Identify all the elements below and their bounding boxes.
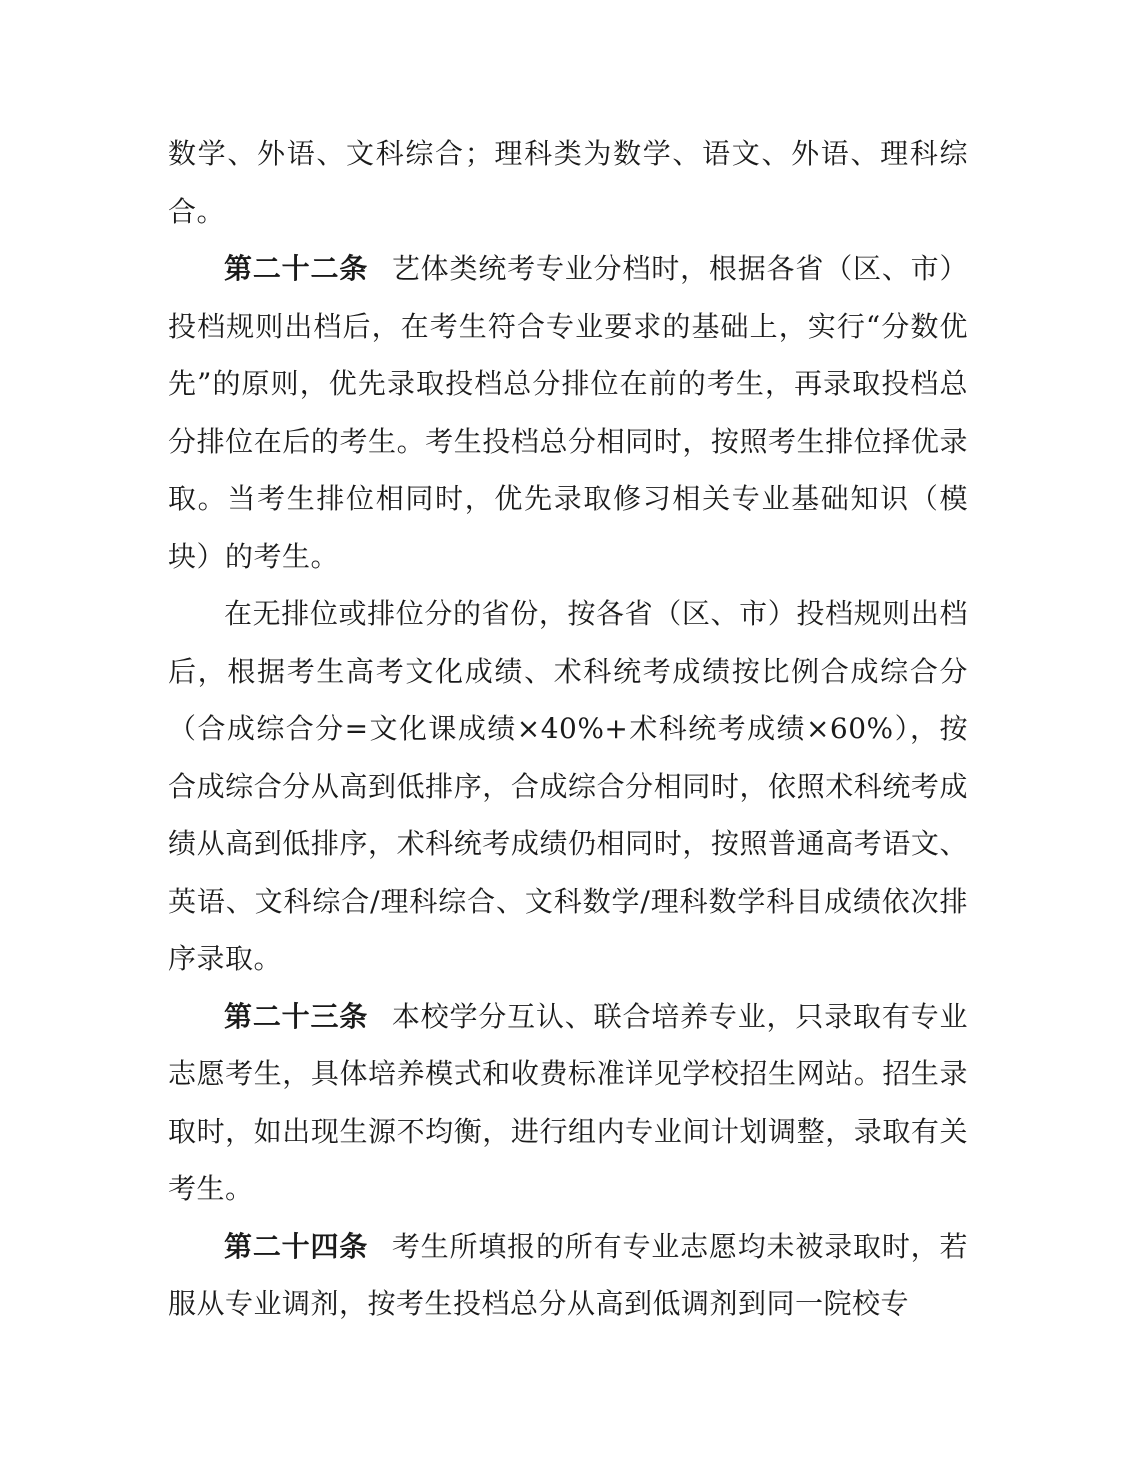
article-24-text: 考生所填报的所有专业志愿均未被录取时，若服从专业调剂，按考生投档总分从高到低调剂到同一院校专 <box>168 1229 968 1320</box>
article-24-title: 第二十四条 <box>224 1229 369 1263</box>
article-23-text: 本校学分互认、联合培养专业，只录取有专业志愿考生，具体培养模式和收费标准详见学校招生网站。招生录取时，如出现生源不均衡，进行组内专业间计划调整，录取有关考生。 <box>168 999 968 1205</box>
article-23-paragraph <box>168 988 968 1218</box>
paragraph-continuation <box>168 125 968 240</box>
article-22-text: 艺体类统考专业分档时，根据各省（区、市）投档规则出档后，在考生符合专业要求的基础上，实行“分数优先”的原则，优先录取投档总分排位在前的考生，再录取投档总分排位在后的考生。考生投档总分相同时，按照考生排位择优录取。当考生排位相同时，优先录取修习相关专业基础知识（模块）的考生。 <box>168 252 968 573</box>
article-22-title: 第二十二条 <box>224 252 369 285</box>
paragraph-text: 数学、外语、文科综合；理科类为数学、语文、外语、理科综合。 <box>168 137 968 228</box>
article-24-paragraph <box>168 1218 968 1333</box>
article-22-paragraph <box>168 240 968 585</box>
article-22-second-paragraph <box>168 585 968 988</box>
article-23-title: 第二十三条 <box>224 999 369 1033</box>
document-page <box>168 125 968 1333</box>
paragraph-text: 在无排位或排位分的省份，按各省（区、市）投档规则出档后，根据考生高考文化成绩、术科统考成绩按比例合成综合分（合成综合分=文化课成绩×40%+术科统考成绩×60%），按合成综合分从高到低排序，合成综合分相同时，依照术科统考成绩从高到低排序，术科统考成绩仍相同时，按照普通高考语文、英语、文科综合/理科综合、文科数学/理科数学科目成绩依次排序录取。 <box>168 597 968 975</box>
